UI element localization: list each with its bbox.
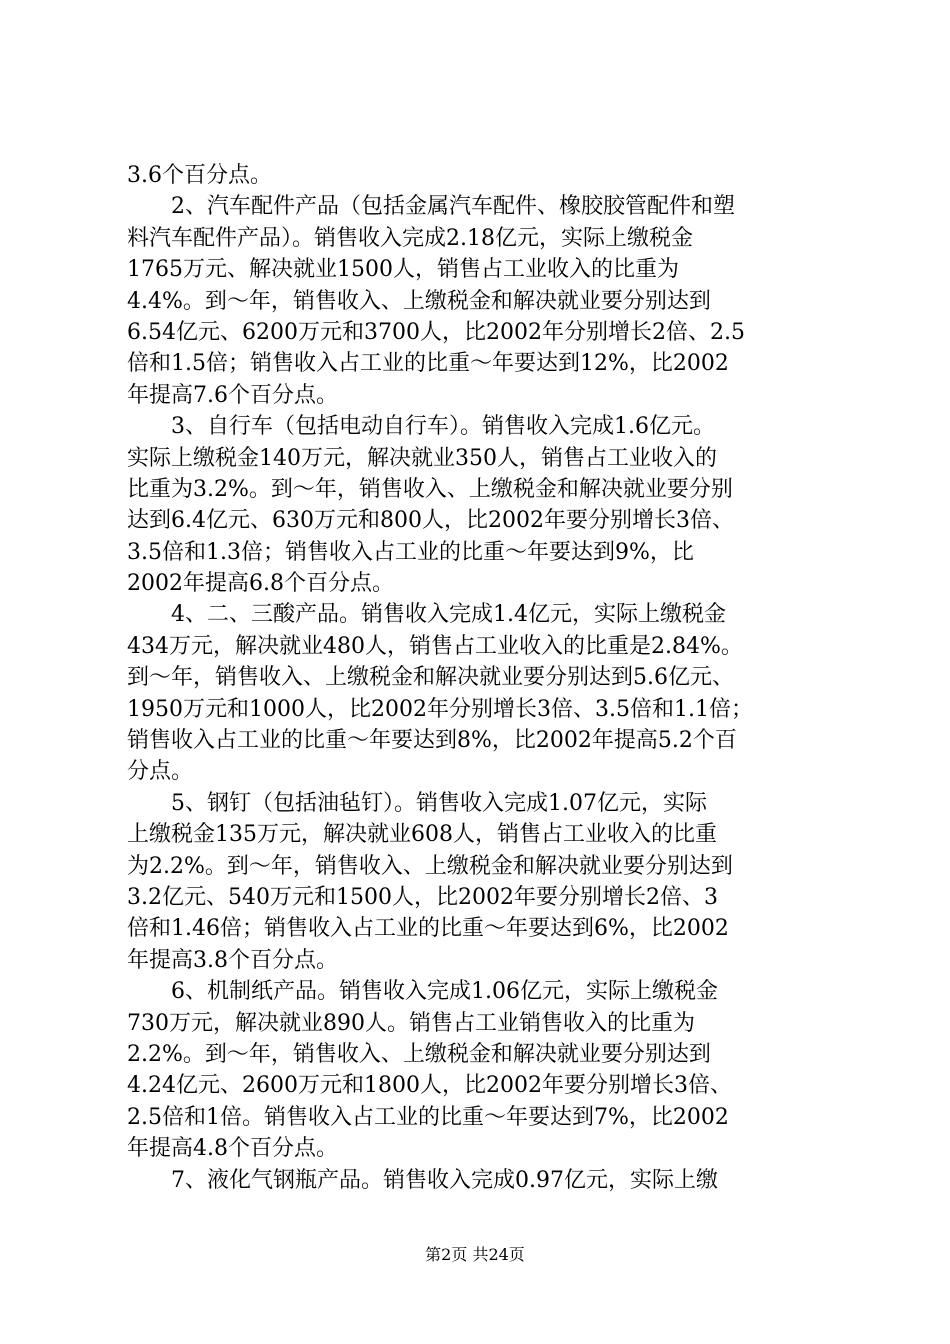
text-line: 3.5倍和1.3倍；销售收入占工业的比重～年要达到9%，比 — [127, 539, 694, 565]
paragraph-first-line: 3、自行车（包括电动自行车）。销售收入完成1.6亿元。 — [171, 414, 715, 440]
paragraph-first-line: 5、钢钉（包括油毡钉）。销售收入完成1.07亿元，实际 — [171, 790, 707, 816]
text-line: 倍和1.46倍；销售收入占工业的比重～年要达到6%，比2002 — [127, 916, 729, 942]
paragraph-first-line: 7、液化气钢瓶产品。销售收入完成0.97亿元，实际上缴 — [171, 1167, 718, 1193]
text-line: 倍和1.5倍；销售收入占工业的比重～年要达到12%，比2002 — [127, 351, 729, 377]
text-line: 到～年，销售收入、上缴税金和解决就业要分别达到5.6亿元、 — [127, 665, 734, 691]
text-line: 730万元，解决就业890人。销售占工业销售收入的比重为 — [127, 1010, 695, 1036]
text-line: 上缴税金135万元，解决就业608人，销售占工业收入的比重 — [127, 822, 717, 848]
text-line: 3.6个百分点。 — [127, 163, 272, 188]
text-line: 3.2亿元、540万元和1500人，比2002年要分别增长2倍、3 — [127, 884, 718, 910]
text-line: 4.4%。到～年，销售收入、上缴税金和解决就业要分别达到 — [127, 288, 711, 314]
text-line: 销售收入占工业的比重～年要达到8%，比2002年提高5.2个百 — [127, 728, 737, 754]
text-line: 比重为3.2%。到～年，销售收入、上缴税金和解决就业要分别 — [127, 476, 733, 502]
text-line: 6.54亿元、6200万元和3700人，比2002年分别增长2倍、2.5 — [127, 319, 745, 345]
text-line: 分点。 — [127, 759, 194, 785]
text-line: 2.5倍和1倍。销售收入占工业的比重～年要达到7%，比2002 — [127, 1104, 729, 1130]
text-line: 2.2%。到～年，销售收入、上缴税金和解决就业要分别达到 — [127, 1041, 711, 1067]
text-line: 434万元，解决就业480人，销售占工业收入的比重是2.84%。 — [127, 633, 743, 659]
text-line: 实际上缴税金140万元，解决就业350人，销售占工业收入的 — [127, 445, 717, 471]
text-line: 年提高7.6个百分点。 — [127, 382, 338, 408]
text-line: 1950万元和1000人，比2002年分别增长3倍、3.5倍和1.1倍； — [127, 696, 753, 722]
document-body — [127, 160, 837, 1196]
paragraph-first-line: 6、机制纸产品。销售收入完成1.06亿元，实际上缴税金 — [171, 979, 718, 1005]
text-line: 年提高3.8个百分点。 — [127, 947, 338, 973]
paragraph-first-line: 4、二、三酸产品。销售收入完成1.4亿元，实际上缴税金 — [171, 602, 726, 628]
text-line: 年提高4.8个百分点。 — [127, 1136, 338, 1162]
text-line: 2002年提高6.8个百分点。 — [127, 571, 394, 597]
page-footer: 第2页 共24页 — [425, 1245, 525, 1264]
text-line: 为2.2%。到～年，销售收入、上缴税金和解决就业要分别达到 — [127, 853, 733, 879]
text-line: 1765万元、解决就业1500人，销售占工业收入的比重为 — [127, 257, 679, 283]
text-line: 4.24亿元、2600万元和1800人，比2002年要分别增长3倍、 — [127, 1073, 732, 1099]
text-line: 料汽车配件产品）。销售收入完成2.18亿元，实际上缴税金 — [127, 225, 693, 251]
paragraph-first-line: 2、汽车配件产品（包括金属汽车配件、橡胶胶管配件和塑 — [171, 194, 735, 220]
text-line: 达到6.4亿元、630万元和800人，比2002年要分别增长3倍、 — [127, 508, 734, 534]
